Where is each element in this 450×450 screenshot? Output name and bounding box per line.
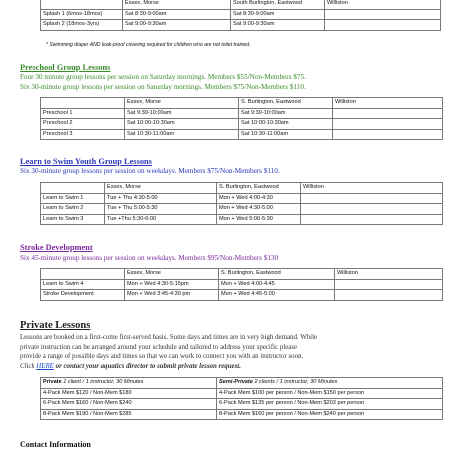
table-cell: Mon + Wed 4:30-5:00 <box>217 204 301 215</box>
table-cell <box>301 193 443 204</box>
table-cell <box>301 204 443 215</box>
table-row <box>41 129 443 140</box>
table-cell: Learn to Swim 2 <box>41 204 105 215</box>
table-cell: Preschool 2 <box>41 119 125 130</box>
table-cell: Sat 9:30-10:00am <box>239 108 333 119</box>
table-cell <box>325 20 441 31</box>
table-row <box>41 183 443 194</box>
table-cell <box>41 269 125 280</box>
table-cell: Tue + Thu 4:30-5:00 <box>105 193 217 204</box>
table-cell: Tue +Thu 5:30-6:00 <box>105 214 217 225</box>
paragraph-line <box>20 362 432 372</box>
paragraph-line: provide a range of possible days and times so that we can work to connect you with an instructor soon. <box>20 353 304 361</box>
learn-to-swim-line-1: Six 30-minute group lessons per session on weekdays. Members $75/Non-Members $110. <box>20 167 280 175</box>
table-header: S. Burlington, Eastwood <box>239 98 333 109</box>
table-cell: Mon + Wed 4:00-4:45 <box>219 279 335 290</box>
table-cell: 6-Pack Mem $135 per person / Non-Mem $203 per person <box>217 399 443 410</box>
table-cell <box>335 290 443 301</box>
table-row <box>41 214 443 225</box>
table-cell: Sat 8:30-9:00am <box>231 9 325 20</box>
table-header: Williston <box>301 183 443 194</box>
diaper-note: * Swimming diaper AND leak-proof covering required for children who are not toilet trained. <box>46 42 251 48</box>
table-cell <box>301 214 443 225</box>
stroke-development-heading: Stroke Development <box>20 243 93 252</box>
table-row <box>41 378 443 389</box>
table-header: Essex, Morse <box>123 0 231 9</box>
private-desc: 1 client / 1 instructor, 30 Minutes <box>61 379 144 385</box>
table-header: Williston <box>335 269 443 280</box>
table-cell: Learn to Swim 4 <box>41 279 125 290</box>
private-lessons-heading: Private Lessons <box>20 320 91 331</box>
table-row <box>41 9 441 20</box>
table-cell: Mon + Wed 4:00-4:30 <box>217 193 301 204</box>
table-cell: Mon + Wed 4:45-5:00 <box>219 290 335 301</box>
table-cell <box>335 279 443 290</box>
table-cell: Sat 9:00-9:30am <box>231 20 325 31</box>
table-cell: Sat 10:30-11:00am <box>239 129 333 140</box>
table-cell: Sat 10:30-11:00am <box>125 129 239 140</box>
private-lessons-paragraph <box>20 333 432 371</box>
table-row <box>41 388 443 399</box>
stroke-development-schedule-table <box>40 268 443 301</box>
table-cell: Mon + Wed 4:30-5:15pm <box>125 279 219 290</box>
contact-information-heading: Contact Information <box>20 440 91 449</box>
table-header <box>217 378 443 389</box>
table-header: Essex, Morse <box>125 98 239 109</box>
table-cell: Learn to Swim 1 <box>41 193 105 204</box>
table-cell: 6-Pack Mem $160 / Non-Mem $240 <box>41 399 217 410</box>
click-text: Click <box>20 362 35 370</box>
stroke-development-line-1: Six 45-minute group lessons per session on weekdays. Members $95/Non-Members $130 <box>20 254 279 262</box>
table-row <box>41 290 443 301</box>
table-row <box>41 98 443 109</box>
table-cell <box>41 183 105 194</box>
table-cell: Sat 10:00-10:30am <box>239 119 333 130</box>
table-row <box>41 279 443 290</box>
table-cell: Sat 10:00-10:30am <box>125 119 239 130</box>
paragraph-line: Lessons are booked on a first-come first-served basis. Some days and times are in very high demand. While <box>20 334 318 341</box>
table-cell: Sat 8:30-9:00am <box>123 9 231 20</box>
table-row <box>41 119 443 130</box>
splash-schedule-table <box>40 0 441 31</box>
table-header: South Burlington, Eastwood <box>231 0 325 9</box>
table-row <box>41 20 441 31</box>
private-label: Private <box>43 379 62 385</box>
table-row <box>41 193 443 204</box>
table-cell: 4-Pack Mem $120 / Non-Mem $180 <box>41 388 217 399</box>
table-cell <box>325 9 441 20</box>
paragraph-line: private instruction can be arranged around your schedule and tailored to address your specific please <box>20 343 298 351</box>
table-cell <box>41 98 125 109</box>
table-cell: Mon + Wed 3:45-4:30 pm <box>125 290 219 301</box>
table-cell <box>333 119 443 130</box>
table-cell: Tue + Thu 5:00-5:30 <box>105 204 217 215</box>
table-cell: Stroke Development <box>41 290 125 301</box>
table-row <box>41 204 443 215</box>
preschool-line-1: Four 30 minute group lessons per session on Saturday mornings. Members $55/Non-Members $75. <box>20 73 306 81</box>
table-cell: Preschool 1 <box>41 108 125 119</box>
private-lessons-pricing-table <box>40 377 443 420</box>
learn-to-swim-heading: Learn to Swim Youth Group Lessons <box>20 157 152 166</box>
table-cell: Splash 1 (6mos-18mos) <box>41 9 123 20</box>
table-row <box>41 409 443 420</box>
table-header: S. Burlington, Eastwood <box>217 183 301 194</box>
table-cell: 8-Pack Mem $190 / Non-Mem $285 <box>41 409 217 420</box>
private-request-text: or contact your aquatics director to submit private lesson request. <box>55 362 241 370</box>
table-cell <box>41 0 123 9</box>
table-header <box>41 378 217 389</box>
preschool-schedule-table <box>40 97 443 140</box>
table-header: S. Burlington, Eastwood <box>219 269 335 280</box>
table-cell: 8-Pack Mem $160 per person / Non-Mem $240 per person <box>217 409 443 420</box>
table-cell: Sat 9:00-9:30am <box>123 20 231 31</box>
learn-to-swim-schedule-table <box>40 182 443 225</box>
table-cell <box>333 129 443 140</box>
table-cell: Splash 2 (18mos-3yrs) <box>41 20 123 31</box>
table-header: Williston <box>333 98 443 109</box>
here-link[interactable]: HERE <box>36 362 54 370</box>
preschool-line-2: Six 30-minute group lessons per session on Saturday mornings. Members $75/Non-Members $110. <box>20 83 306 91</box>
semi-private-desc: 2 clients / 1 instructor, 30 Minutes <box>252 379 338 385</box>
table-cell: Learn to Swim 3 <box>41 214 105 225</box>
table-row <box>41 399 443 410</box>
table-cell: Mon + Wed 5:00-5:30 <box>217 214 301 225</box>
table-row <box>41 0 441 9</box>
semi-private-label: Semi-Private <box>219 379 253 385</box>
table-cell: 4-Pack Mem $100 per person / Non-Mem $150 per person <box>217 388 443 399</box>
table-cell: Sat 9:30-10:00am <box>125 108 239 119</box>
table-row <box>41 269 443 280</box>
table-row <box>41 108 443 119</box>
table-header: Williston <box>325 0 441 9</box>
table-header: Essex, Morse <box>105 183 217 194</box>
table-cell: Preschool 3 <box>41 129 125 140</box>
table-cell <box>333 108 443 119</box>
table-header: Essex, Morse <box>125 269 219 280</box>
preschool-heading: Preschool Group Lessons <box>20 63 111 72</box>
